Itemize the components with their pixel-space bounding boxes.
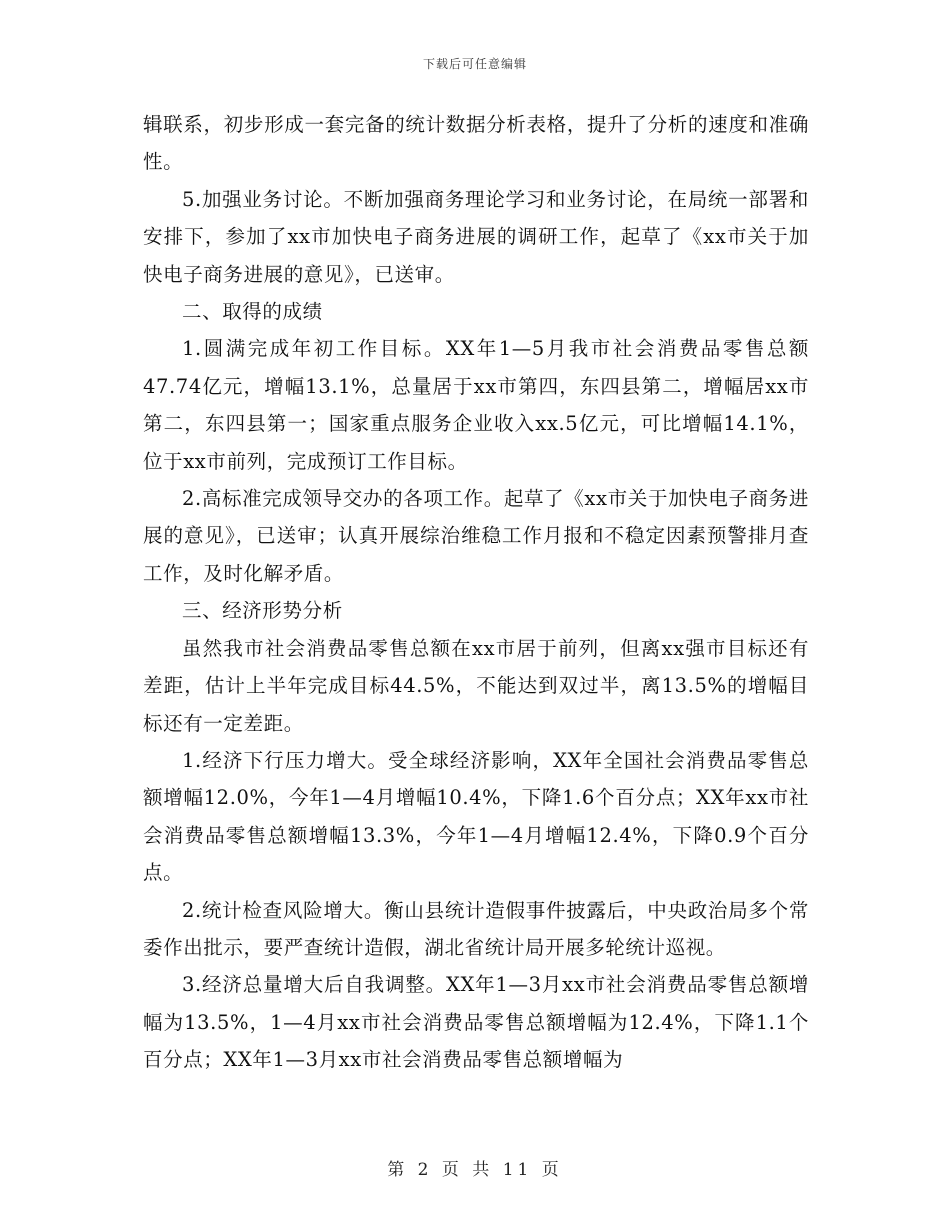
paragraph-achievement-1: 1.圆满完成年初工作目标。XX年1—5月我市社会消费品零售总额47.74亿元，增幅13.1%，总量居于xx市第四，东四县第二，增幅居xx市第二，东四县第一；国家重点服务企业收入xx.5亿元，可比增幅14.1%，位于xx市前列，完成预订工作目标。 bbox=[143, 337, 809, 473]
paragraph-analysis-2: 2.统计检查风险增大。衡山县统计造假事件披露后，中央政治局多个常委作出批示，要严查统计造假，湖北省统计局开展多轮统计巡视。 bbox=[143, 898, 809, 959]
page-header: 下载后可任意编辑 bbox=[422, 57, 527, 71]
paragraph-achievement-2: 2.高标准完成领导交办的各项工作。起草了《xx市关于加快电子商务进展的意见》，已送审；认真开展综治维稳工作月报和不稳定因素预警排月查工作，及时化解矛盾。 bbox=[143, 487, 809, 585]
paragraph-continuation: 辑联系，初步形成一套完备的统计数据分析表格，提升了分析的速度和准确性。 bbox=[143, 113, 809, 174]
paragraph-analysis-intro: 虽然我市社会消费品零售总额在xx市居于前列，但离xx强市目标还有差距，估计上半年完成目标44.5%，不能达到双过半，离13.5%的增幅目标还有一定差距。 bbox=[143, 636, 809, 735]
section-heading-achievements: 二、取得的成绩 bbox=[182, 300, 323, 324]
document-body bbox=[143, 106, 809, 1079]
paragraph-analysis-3: 3.经济总量增大后自我调整。XX年1—3月xx市社会消费品零售总额增幅为13.5%，1—4月xx市社会消费品零售总额增幅为12.4%，下降1.1个百分点；XX年1—3月xx市社会消费品零售总额增幅为 bbox=[143, 973, 809, 1072]
section-heading-economic-analysis: 三、经济形势分析 bbox=[182, 599, 343, 623]
paragraph-analysis-1: 1.经济下行压力增大。受全球经济影响，XX年全国社会消费品零售总额增幅12.0%，今年1—4月增幅10.4%，下降1.6个百分点；XX年xx市社会消费品零售总额增幅13.3%，今年1—4月增幅12.4%，下降0.9个百分点。 bbox=[143, 748, 809, 885]
page-footer-pagination: 第 2 页 共 11 页 bbox=[387, 1160, 563, 1180]
paragraph-item-5: 5.加强业务讨论。不断加强商务理论学习和业务讨论，在局统一部署和安排下，参加了xx市加快电子商务进展的调研工作，起草了《xx市关于加快电子商务进展的意见》，已送审。 bbox=[143, 187, 809, 286]
